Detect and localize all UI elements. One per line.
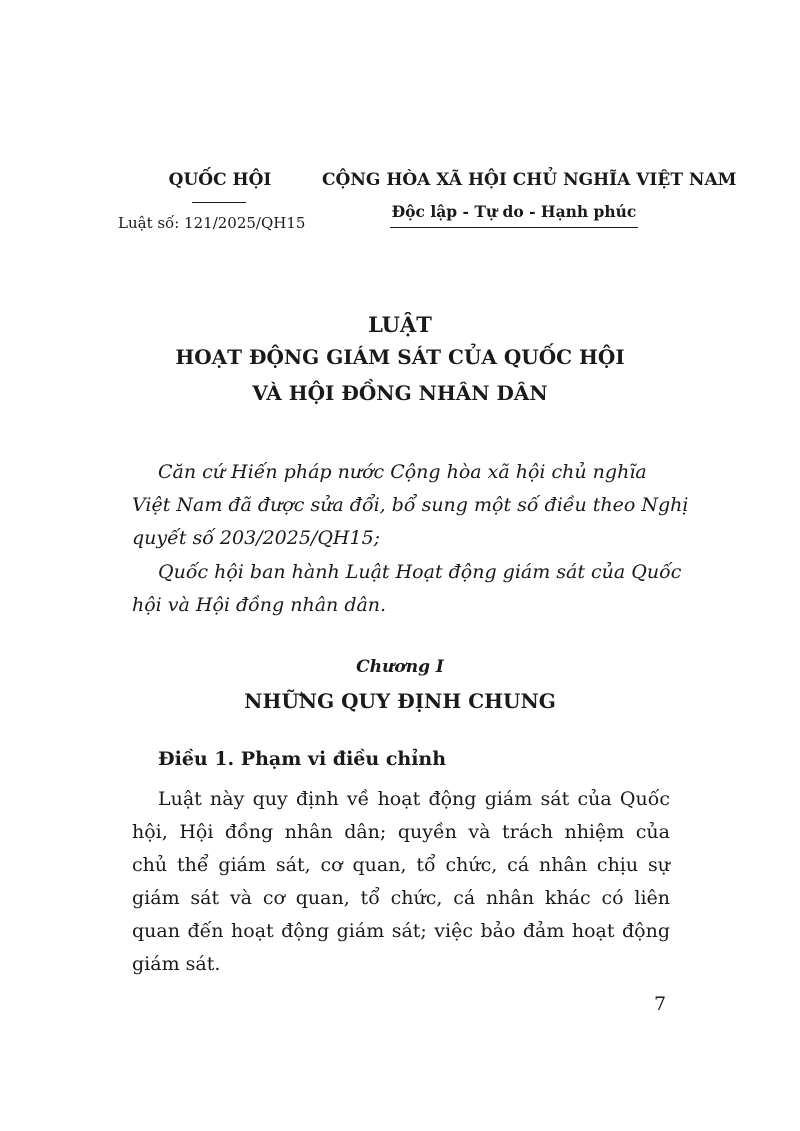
preamble-line: quyết số 203/2025/QH15;	[132, 527, 381, 549]
article-line: quan đến hoạt động giám sát; việc bảo đảm hoạt động	[132, 920, 670, 942]
national-motto: Độc lập - Tự do - Hạnh phúc	[391, 202, 637, 221]
preamble-line: Việt Nam đã được sửa đổi, bổ sung một số điều theo Nghị	[132, 494, 689, 516]
issuer-underline	[192, 202, 246, 203]
chapter-title: NHỮNG QUY ĐỊNH CHUNG	[244, 689, 556, 713]
article-line: hội, Hội đồng nhân dân; quyền và trách nhiệm của	[132, 821, 670, 843]
document-type: LUẬT	[368, 312, 432, 337]
document-title-line-1: HOẠT ĐỘNG GIÁM SÁT CỦA QUỐC HỘI	[175, 345, 625, 369]
article-line: Luật này quy định về hoạt động giám sát của Quốc	[158, 788, 670, 810]
chapter-label: Chương I	[356, 657, 444, 677]
motto-underline	[390, 227, 638, 228]
page-number: 7	[654, 993, 667, 1015]
article-heading: Điều 1. Phạm vi điều chỉnh	[158, 748, 447, 770]
issuer-name: QUỐC HỘI	[168, 170, 272, 190]
article-line: giám sát và cơ quan, tổ chức, cá nhân khác có liên	[132, 887, 670, 909]
preamble-line: Quốc hội ban hành Luật Hoạt động giám sát của Quốc	[158, 561, 682, 583]
law-number: Luật số: 121/2025/QH15	[118, 214, 306, 232]
article-line: chủ thể giám sát, cơ quan, tổ chức, cá nhân chịu sự	[132, 854, 670, 876]
document-title-line-2: VÀ HỘI ĐỒNG NHÂN DÂN	[252, 381, 548, 405]
national-title: CỘNG HÒA XÃ HỘI CHỦ NGHĨA VIỆT NAM	[322, 170, 737, 190]
article-line: giám sát.	[132, 953, 221, 975]
preamble-line: hội và Hội đồng nhân dân.	[132, 594, 387, 616]
preamble-line: Căn cứ Hiến pháp nước Cộng hòa xã hội chủ nghĩa	[158, 461, 647, 483]
